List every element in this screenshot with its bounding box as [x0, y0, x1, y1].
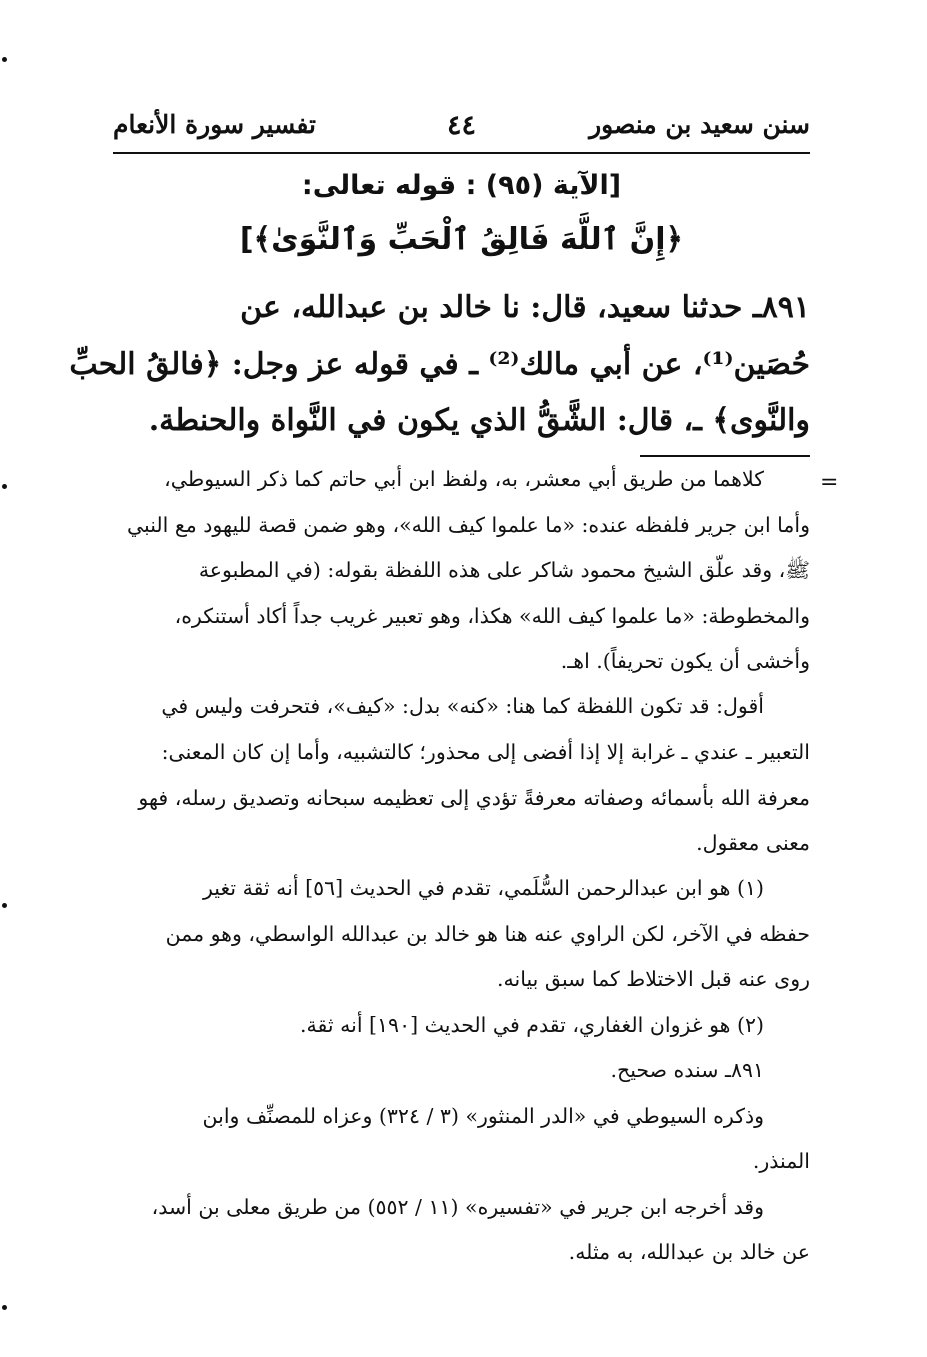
footnote-line-6: أقول: قد تكون اللفظة كما هنا: «كنه» بدل: «كيف»، فتحرفت وليس في — [161, 694, 764, 718]
scan-mark — [2, 1305, 7, 1310]
footnote-line-10: (١) هو ابن عبدالرحمن السُّلَمي، تقدم في الحديث [٥٦] أنه ثقة تغير — [202, 876, 764, 900]
chapter-title: تفسير سورة الأنعام — [113, 110, 317, 139]
verse-heading: [الآية (٩٥) : قوله تعالى: — [301, 170, 622, 201]
footnote-line-5: وأخشى أن يكون تحريفاً). اهـ. — [560, 649, 810, 673]
page-number: ٤٤ — [446, 110, 477, 141]
book-title: سنن سعيد بن منصور — [589, 110, 810, 139]
footnote-line-18: عن خالد بن عبدالله، به مثله. — [568, 1240, 810, 1264]
footnote-line-16: المنذر. — [752, 1149, 810, 1173]
footnote-line-17: وقد أخرجه ابن جرير في «تفسيره» (١١ / ٥٥٢) من طريق معلى بن أسد، — [151, 1195, 764, 1219]
footnote-line-12: روى عنه قبل الاختلاط كما سبق بيانه. — [497, 967, 810, 991]
footnote-line-1: كلاهما من طريق أبي معشر، به، ولفظ ابن أبي حاتم كما ذكر السيوطي، — [164, 467, 764, 491]
footnote-line-2: وأما ابن جرير فلفظه عنده: «ما علموا كيف الله»، وهو ضمن قصة لليهود مع النبي — [126, 513, 810, 537]
hadith-line-1: ٨٩١ـ حدثنا سعيد، قال: نا خالد بن عبدالله، عن — [240, 290, 810, 325]
footnote-separator — [640, 455, 810, 457]
verse-text: ﴿إِنَّ ٱللَّهَ فَالِقُ ٱلْحَبِّ وَٱلنَّوَىٰ﴾] — [239, 222, 684, 257]
scan-mark — [2, 903, 7, 908]
scan-mark — [2, 484, 7, 489]
footnote-line-9: معنى معقول. — [696, 831, 810, 855]
scan-mark — [2, 57, 7, 62]
hadith-line-3: والنَّوى﴾ ـ، قال: الشَّقُّ الذي يكون في النَّواة والحنطة. — [148, 403, 810, 438]
footnote-line-14: ٨٩١ـ سنده صحيح. — [610, 1058, 764, 1082]
header-rule — [113, 152, 810, 154]
footnote-line-15: وذكره السيوطي في «الدر المنثور» (٣ / ٣٢٤) وعزاه للمصنِّف وابن — [202, 1104, 764, 1128]
footnote-line-11: حفظه في الآخر، لكن الراوي عنه هنا هو خالد بن عبدالله الواسطي، وهو ممن — [165, 922, 810, 946]
continuation-mark: = — [820, 470, 839, 495]
hadith-line-2: حُصَين⁽¹⁾، عن أبي مالك⁽²⁾ ـ في قوله عز وجل: ﴿فالقُ الحبِّ — [69, 347, 810, 382]
footnote-line-13: (٢) هو غزوان الغفاري، تقدم في الحديث [١٩٠] أنه ثقة. — [300, 1013, 764, 1037]
footnote-line-7: التعبير ـ عندي ـ غرابة إلا إذا أفضى إلى محذور؛ كالتشبيه، وأما إن كان المعنى: — [161, 740, 810, 764]
running-header — [113, 110, 810, 150]
footnote-line-4: والمخطوطة: «ما علموا كيف الله» هكذا، وهو تعبير غريب جداً أكاد أستنكره، — [174, 604, 810, 628]
footnote-line-3: ﷺ، وقد علّق الشيخ محمود شاكر على هذه اللفظة بقوله: (في المطبوعة — [198, 558, 810, 582]
footnote-line-8: معرفة الله بأسمائه وصفاته معرفةً تؤدي إلى تعظيمه سبحانه وتصديق رسله، فهو — [138, 786, 810, 810]
